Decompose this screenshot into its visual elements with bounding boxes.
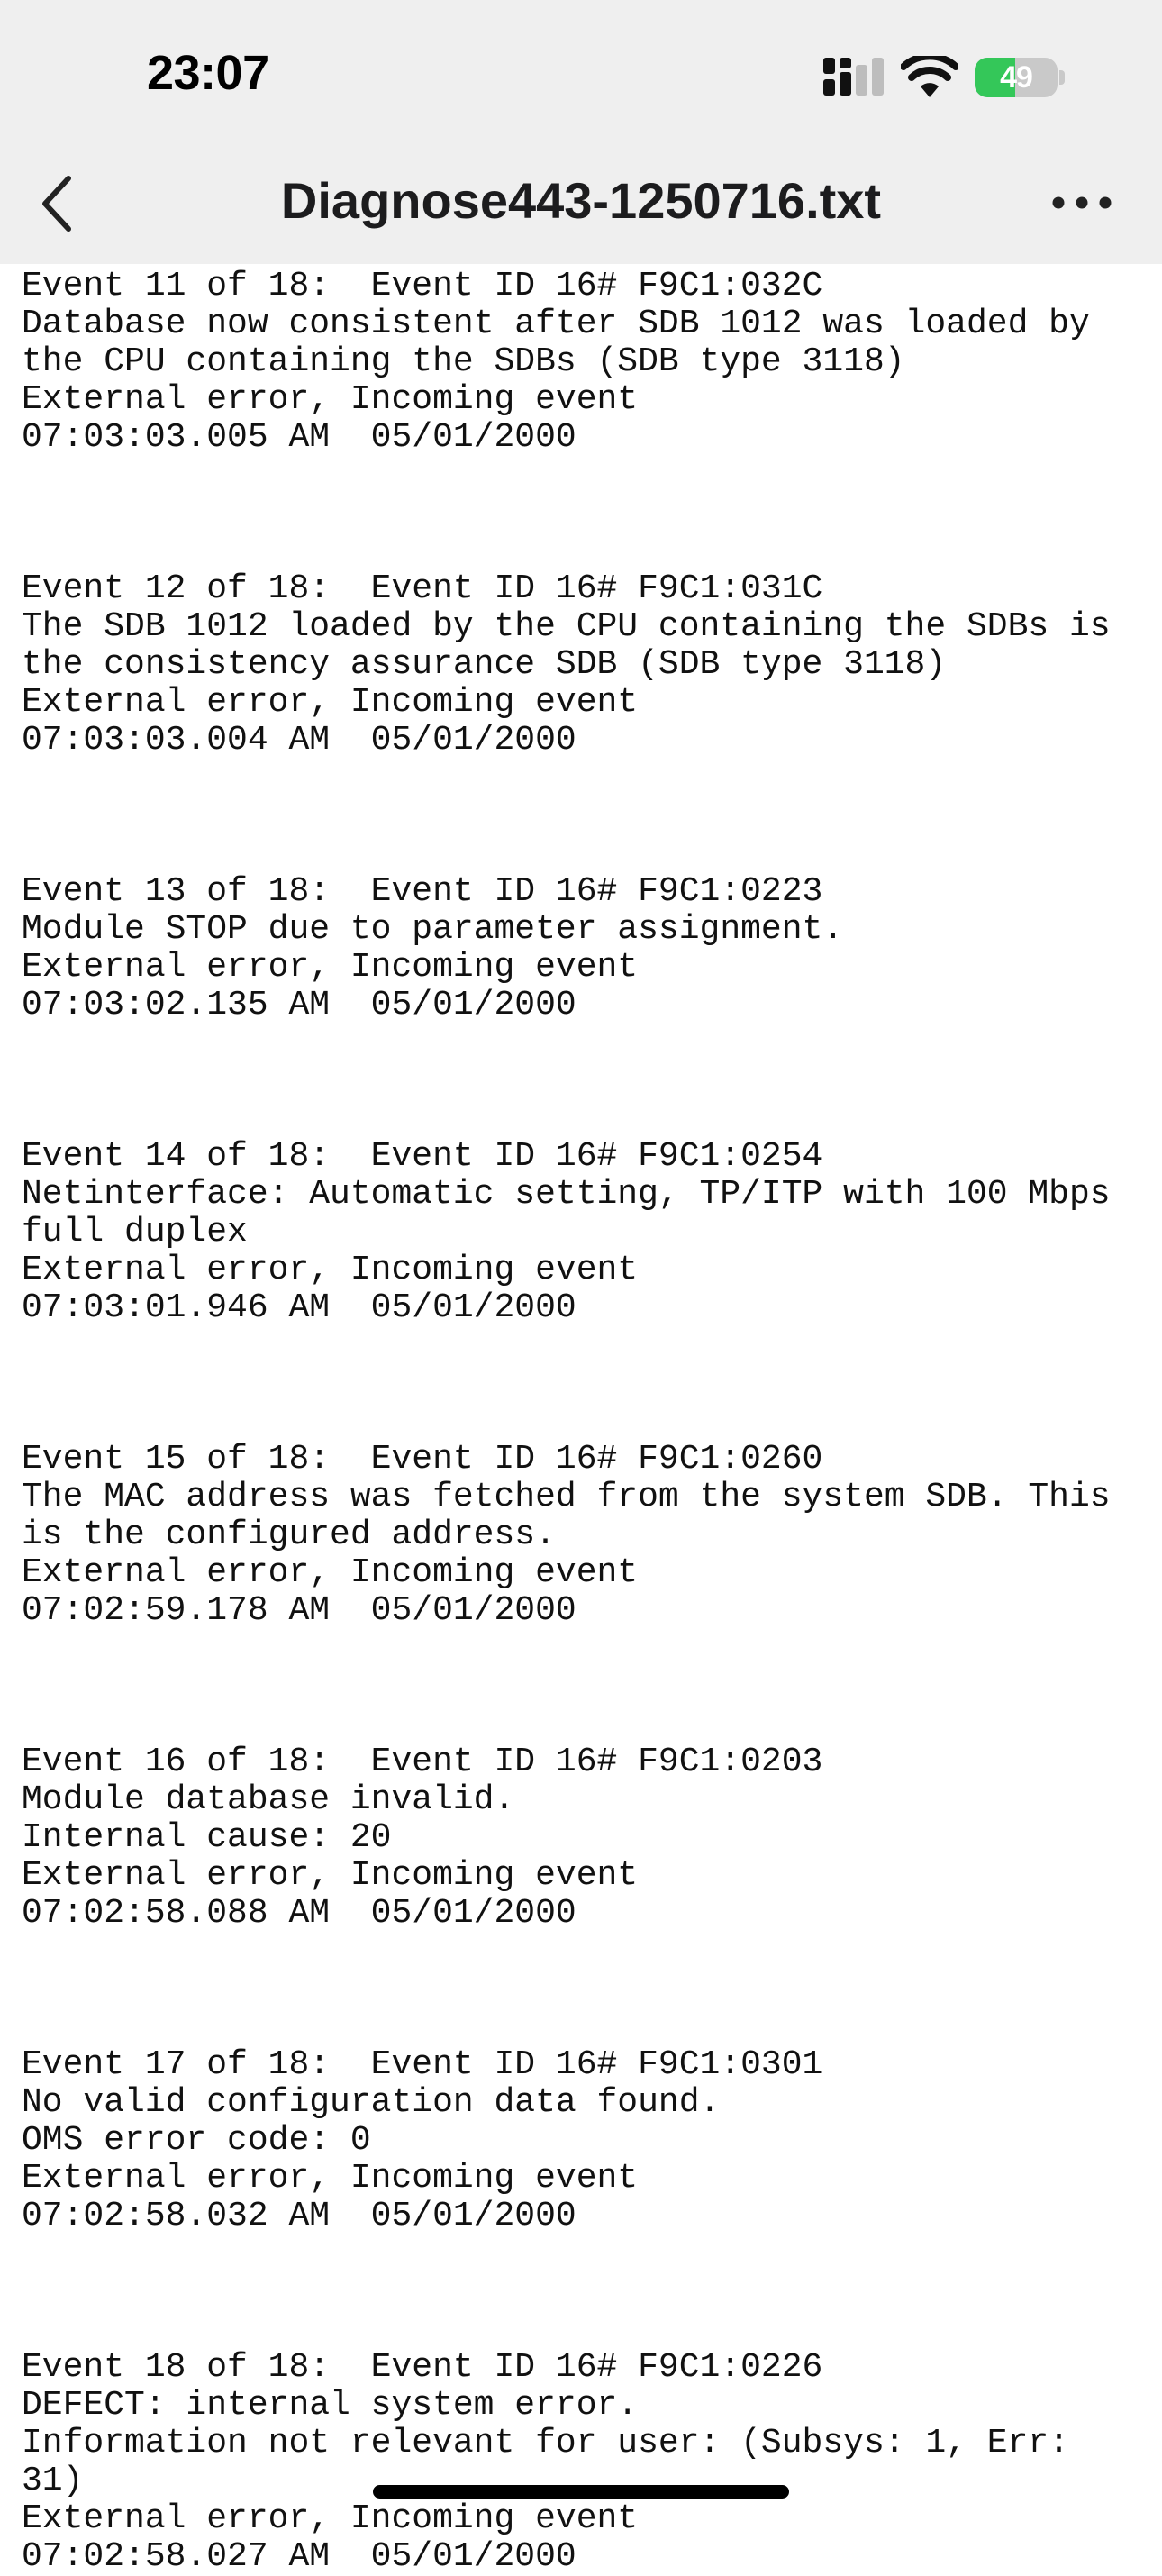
event-header-line: Event 11 of 18: Event ID 16# F9C1:032C [22,267,823,305]
event-text-line: External error, Incoming event [22,1856,639,1895]
event-text-line: The MAC address was fetched from the system SDB. This [22,1478,1111,1516]
event-text-line: External error, Incoming event [22,948,639,987]
event-text-line: 07:02:59.178 AM 05/01/2000 [22,1591,576,1630]
cellular-signal-icon [823,58,886,99]
event-header-line: Event 17 of 18: Event ID 16# F9C1:0301 [22,2045,823,2084]
event-entry [22,1138,1148,1327]
event-text-line: Information not relevant for user: (Subsys: 1, Err: [22,2424,1069,2462]
event-entry [22,570,1148,760]
event-text-line: The SDB 1012 loaded by the CPU containing the SDBs is [22,607,1111,646]
event-header-line: Event 13 of 18: Event ID 16# F9C1:0223 [22,872,823,911]
event-text-line: No valid configuration data found. [22,2083,721,2122]
event-text-line: External error, Incoming event [22,380,639,419]
nav-title: Diagnose443-1250716.txt [280,172,882,229]
document-content [22,268,1148,2576]
event-text-line: 31) [22,2462,84,2500]
event-header-line: Event 15 of 18: Event ID 16# F9C1:0260 [22,1440,823,1479]
event-header-line: Event 16 of 18: Event ID 16# F9C1:0203 [22,1743,823,1781]
event-entry [22,873,1148,1024]
event-header-line: Event 14 of 18: Event ID 16# F9C1:0254 [22,1137,823,1176]
event-text-line: DEFECT: internal system error. [22,2386,639,2425]
event-text-line: Module STOP due to parameter assignment. [22,910,844,949]
event-entry [22,1441,1148,1630]
event-header-line: Event 12 of 18: Event ID 16# F9C1:031C [22,569,823,608]
home-indicator[interactable] [373,2485,789,2499]
chevron-left-icon [45,178,68,229]
event-text-line: OMS error code: 0 [22,2121,371,2160]
event-text-line: the consistency assurance SDB (SDB type 3118) [22,645,947,684]
event-text-line: 07:02:58.032 AM 05/01/2000 [22,2197,576,2235]
event-entry [22,2349,1148,2576]
event-entry [22,2046,1148,2235]
event-text-line: Database now consistent after SDB 1012 was loaded by [22,305,1090,343]
battery-cap [1059,70,1065,85]
event-text-line: 07:03:03.004 AM 05/01/2000 [22,721,576,760]
wifi-icon [901,56,958,99]
event-text-line: 07:03:03.005 AM 05/01/2000 [22,418,576,457]
more-options-button[interactable] [1050,189,1113,216]
header [0,0,1162,264]
back-button[interactable] [34,171,85,236]
event-text-line: Netinterface: Automatic setting, TP/ITP with 100 Mbps [22,1175,1111,1214]
status-bar-time: 23:07 [147,46,269,100]
event-text-line: 07:02:58.088 AM 05/01/2000 [22,1894,576,1933]
battery-indicator [975,58,1058,97]
event-entry [22,1743,1148,1933]
event-text-line: External error, Incoming event [22,1553,639,1592]
event-header-line: Event 18 of 18: Event ID 16# F9C1:0226 [22,2348,823,2387]
event-entry [22,268,1148,457]
event-text-line: 07:03:02.135 AM 05/01/2000 [22,986,576,1024]
battery-label: 49 [1000,60,1032,95]
event-text-line: Internal cause: 20 [22,1818,392,1857]
event-text-line: External error, Incoming event [22,683,639,722]
event-text-line: the CPU containing the SDBs (SDB type 3118) [22,342,905,381]
event-text-line: External error, Incoming event [22,2499,639,2538]
event-text-line: 07:02:58.027 AM 05/01/2000 [22,2537,576,2576]
event-text-line: External error, Incoming event [22,1251,639,1289]
ellipsis-icon [1053,197,1112,209]
event-text-line: External error, Incoming event [22,2159,639,2198]
event-text-line: Module database invalid. [22,1780,515,1819]
event-text-line: is the configured address. [22,1516,556,1554]
event-text-line: full duplex [22,1213,248,1252]
event-text-line: 07:03:01.946 AM 05/01/2000 [22,1288,576,1327]
